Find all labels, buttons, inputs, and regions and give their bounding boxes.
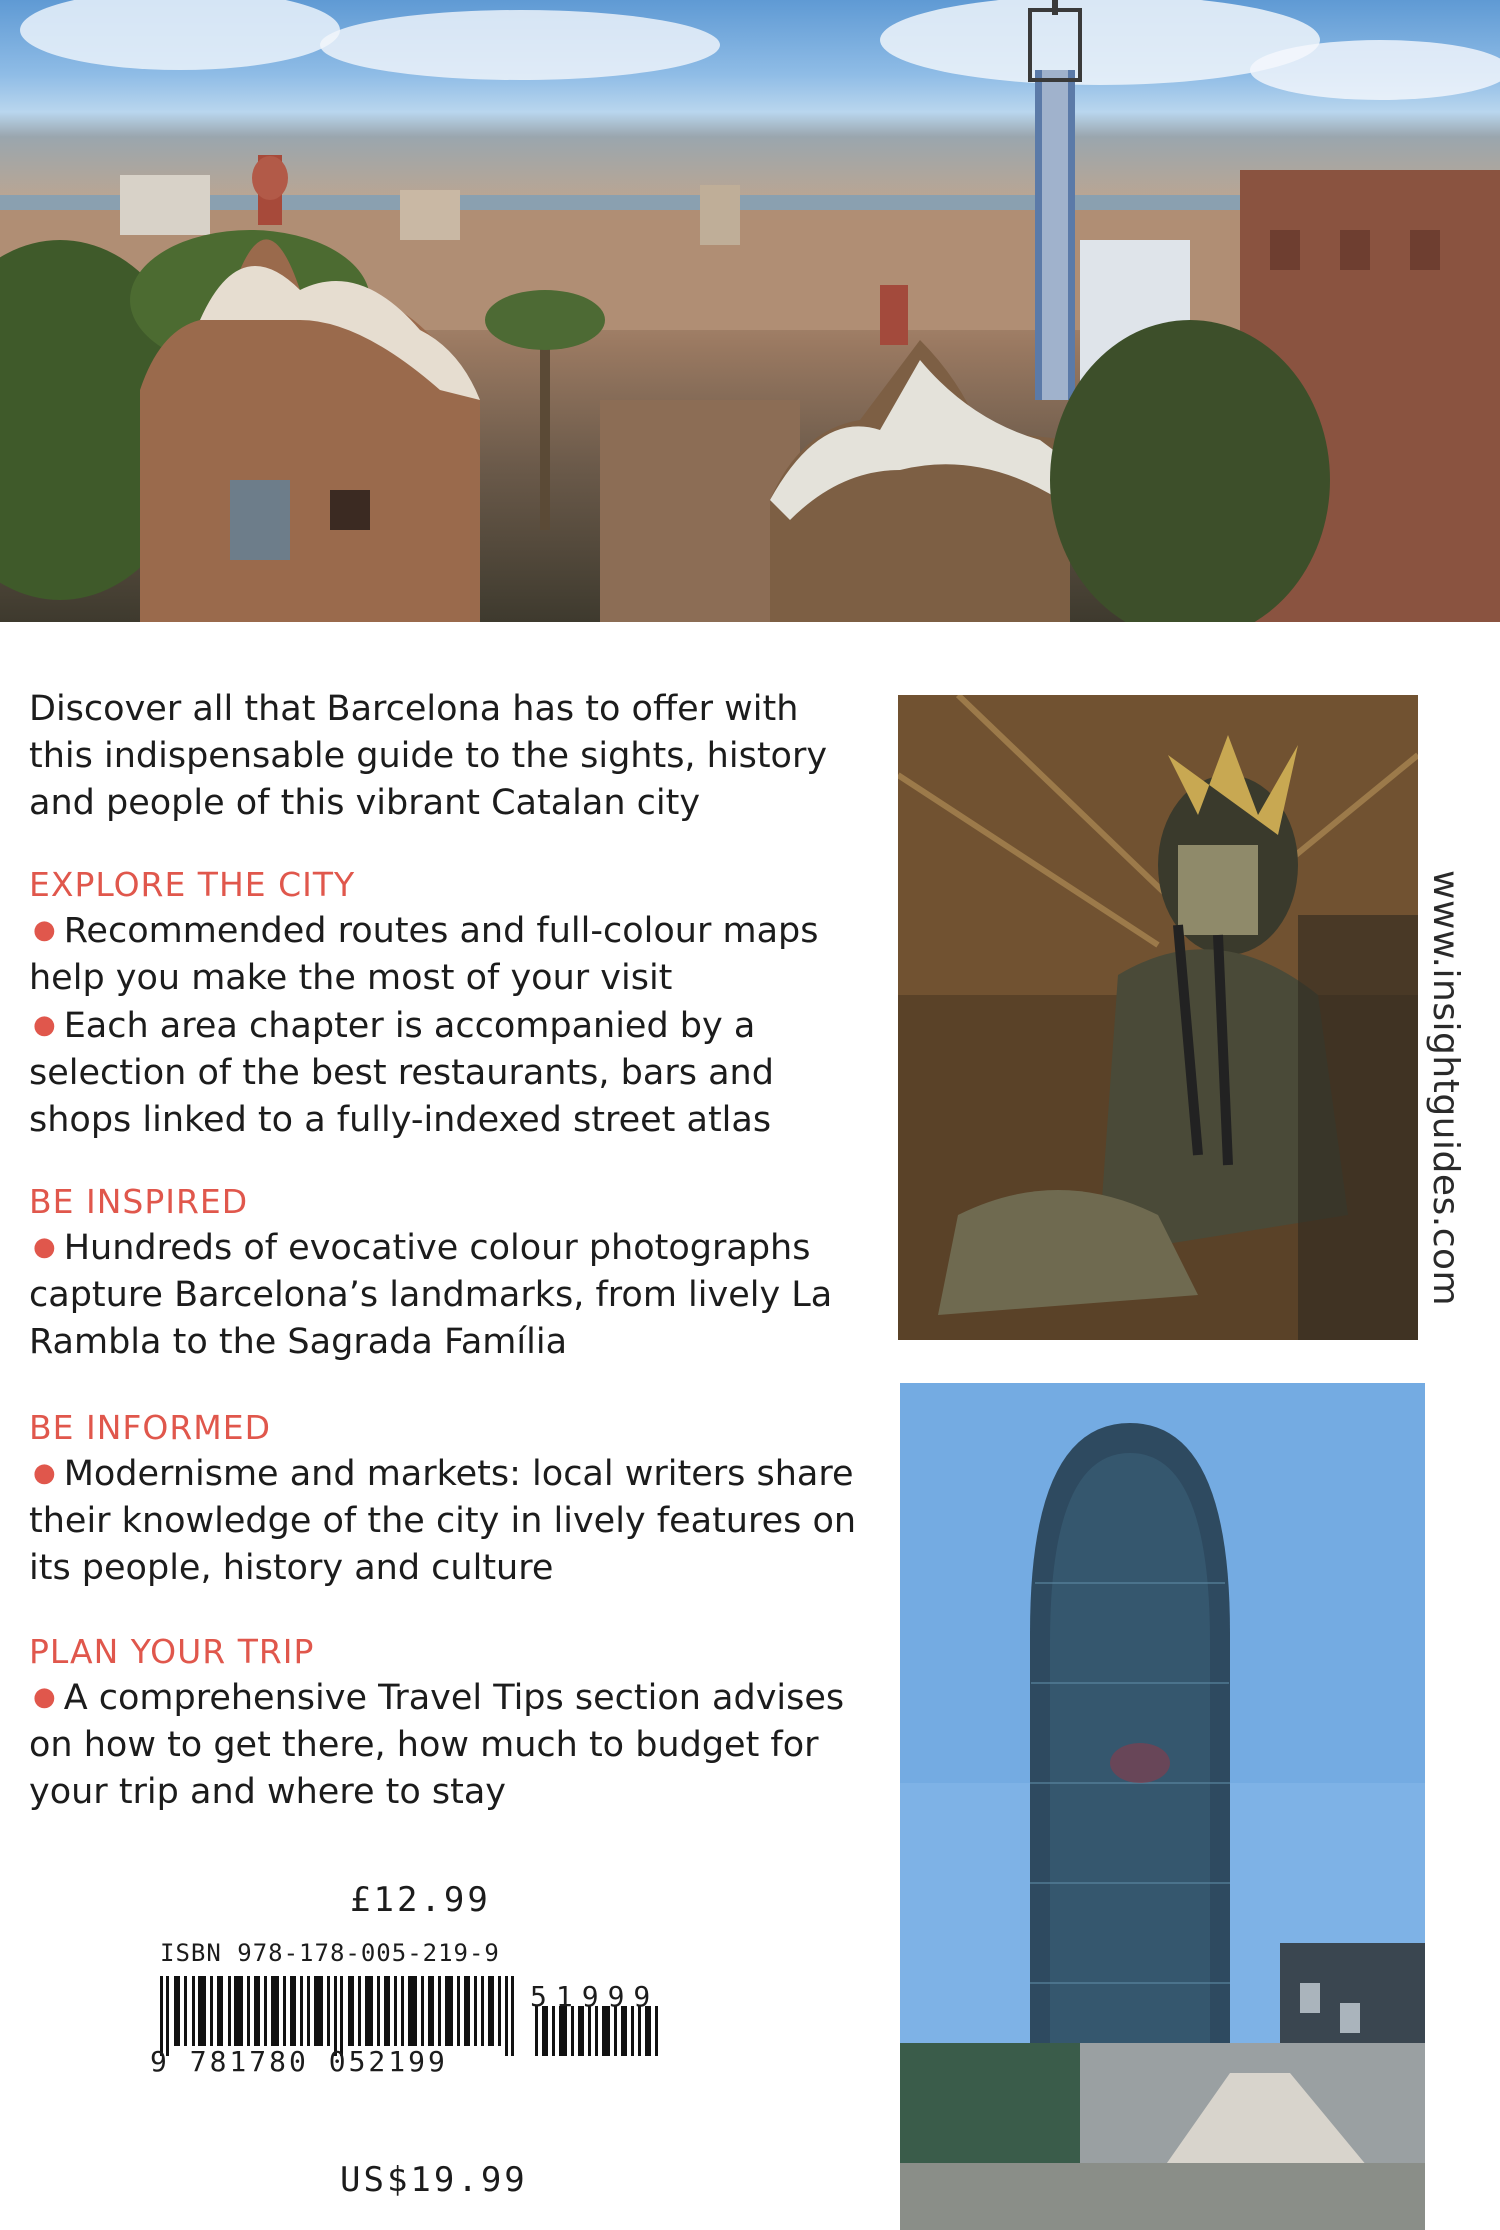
section-heading: EXPLORE THE CITY bbox=[29, 865, 356, 904]
price-gbp: £12.99 bbox=[350, 1880, 491, 1920]
bullet-item: ● Modernisme and markets: local writers share their knowledge of the city in lively features on its people, history and culture bbox=[29, 1454, 857, 1588]
bullet-icon: ● bbox=[33, 915, 56, 945]
bullet-item: ● Hundreds of evocative colour photographs capture Barcelona’s landmarks, from lively La Rambla to the Sagrada Família bbox=[29, 1228, 833, 1362]
bullet-icon: ● bbox=[33, 1682, 56, 1712]
isbn-number: ISBN 978-178-005-219-9 bbox=[160, 1939, 500, 1967]
photo-sculpture bbox=[898, 695, 1418, 1340]
barcode-addon-digits: 51999 bbox=[530, 1980, 660, 2013]
hero-photo-park-guell bbox=[0, 0, 1500, 622]
bullet-icon: ● bbox=[33, 1232, 56, 1262]
bullet-icon: ● bbox=[33, 1458, 56, 1488]
section-heading: PLAN YOUR TRIP bbox=[29, 1632, 315, 1671]
section-explore-the-city bbox=[29, 863, 879, 1144]
photo-tower bbox=[900, 1383, 1425, 2230]
website-url: www.insightguides.com bbox=[1425, 870, 1466, 1307]
section-heading: BE INSPIRED bbox=[29, 1182, 249, 1221]
section-be-informed bbox=[29, 1406, 879, 1592]
intro-text: Discover all that Barcelona has to offer with this indispensable guide to the sights, history and people of this vibrant Catalan city bbox=[29, 689, 828, 823]
bullet-item: ● Recommended routes and full-colour maps help you make the most of your visit bbox=[29, 911, 819, 998]
section-heading: BE INFORMED bbox=[29, 1408, 272, 1447]
bullet-icon: ● bbox=[33, 1010, 56, 1040]
bullet-item: ● Each area chapter is accompanied by a selection of the best restaurants, bars and shops linked to a fully-indexed street atlas bbox=[29, 1006, 774, 1140]
bullet-item: ● A comprehensive Travel Tips section advises on how to get there, how much to budget for your trip and where to stay bbox=[29, 1678, 845, 1812]
section-be-inspired bbox=[29, 1180, 879, 1366]
price-usd: US$19.99 bbox=[340, 2160, 528, 2200]
barcode-digits: 9 781780 052199 bbox=[150, 2045, 448, 2078]
section-plan-your-trip bbox=[29, 1630, 879, 1816]
